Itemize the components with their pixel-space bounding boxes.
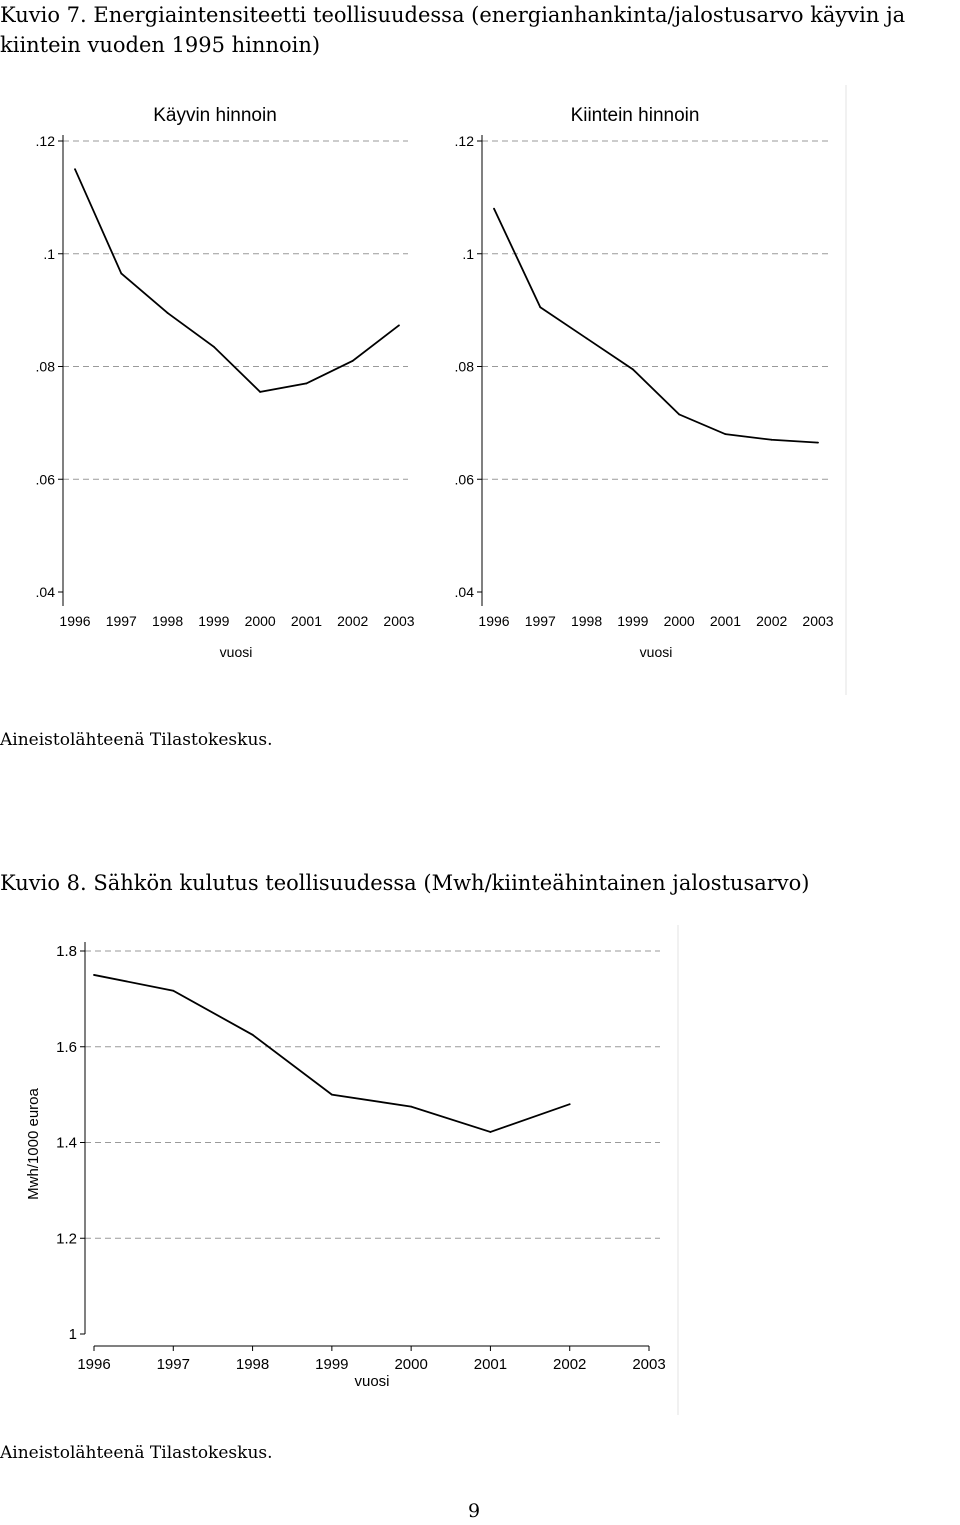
x-tick-label: 1996 <box>59 613 91 629</box>
y-tick-label: .04 <box>454 584 474 600</box>
data-point <box>678 414 680 416</box>
data-point <box>398 324 400 326</box>
y-tick-label: 1.8 <box>56 943 77 960</box>
chart-panel-kayvin <box>36 105 415 660</box>
x-tick-label: 1999 <box>198 613 230 629</box>
data-point <box>632 368 634 370</box>
x-tick-label: 1997 <box>105 613 137 629</box>
data-point <box>817 442 819 444</box>
y-tick-label: .08 <box>35 358 55 375</box>
y-tick-label: .06 <box>454 471 474 488</box>
data-point <box>586 337 588 339</box>
x-axis-label: vuosi <box>219 644 253 660</box>
y-tick-label: .12 <box>35 133 55 149</box>
y-tick-label: 1.6 <box>56 1038 77 1056</box>
x-tick-label: 2000 <box>394 1356 428 1373</box>
data-point <box>352 360 354 362</box>
chart-panel-kiintein <box>455 105 834 660</box>
page-number: 9 <box>468 1500 481 1522</box>
series-line <box>75 169 399 392</box>
figure7-chart <box>0 0 960 700</box>
data-point <box>331 1094 333 1096</box>
x-tick-label: 2000 <box>244 613 276 629</box>
x-tick-label: 2001 <box>709 613 742 629</box>
data-point <box>167 312 169 314</box>
x-tick-label: 1998 <box>235 1356 270 1373</box>
data-point <box>93 974 95 976</box>
data-point <box>172 990 174 992</box>
data-point <box>493 208 495 210</box>
figure8-caption: Kuvio 8. Sähkön kulutus teollisuudessa (Mwh/kiinteähintainen jalostusarvo) <box>0 871 810 895</box>
series-line <box>94 975 570 1132</box>
data-point <box>725 433 727 435</box>
y-tick-label: .1 <box>43 245 55 262</box>
x-tick-label: 2001 <box>290 613 323 629</box>
x-tick-label: 2002 <box>756 613 788 629</box>
chart-title: Kiintein hinnoin <box>570 105 700 126</box>
x-tick-label: 1997 <box>156 1356 190 1373</box>
x-tick-label: 1998 <box>151 613 184 629</box>
y-tick-label: 1.4 <box>56 1134 77 1152</box>
data-point <box>74 168 76 170</box>
y-axis-label: Mwh/1000 euroa <box>25 1088 42 1200</box>
data-point <box>410 1106 412 1108</box>
series-line <box>494 209 818 443</box>
x-tick-label: 1997 <box>524 613 556 629</box>
data-point <box>539 306 541 308</box>
data-point <box>120 273 122 275</box>
x-tick-label: 2003 <box>632 1356 666 1373</box>
x-tick-label: 1999 <box>617 613 649 629</box>
data-point <box>252 1034 254 1036</box>
x-axis-label: vuosi <box>639 644 673 660</box>
figure7-source: Aineistolähteenä Tilastokeskus. <box>0 730 273 750</box>
x-tick-label: 2002 <box>553 1356 587 1373</box>
x-tick-label: 1998 <box>570 613 603 629</box>
data-point <box>259 391 261 393</box>
y-tick-label: .12 <box>454 133 474 149</box>
y-tick-label: .08 <box>454 358 474 375</box>
x-tick-label: 1996 <box>77 1356 111 1373</box>
x-tick-label: 2002 <box>337 613 369 629</box>
data-point <box>771 439 773 441</box>
data-point <box>213 346 215 348</box>
x-tick-label: 1996 <box>478 613 510 629</box>
y-tick-label: .04 <box>35 584 55 600</box>
x-tick-label: 2003 <box>383 613 415 629</box>
x-tick-label: 1999 <box>315 1356 349 1373</box>
x-tick-label: 2003 <box>802 613 834 629</box>
data-point <box>490 1131 492 1133</box>
x-tick-label: 2001 <box>473 1356 508 1373</box>
y-tick-label: .06 <box>35 471 55 488</box>
data-point <box>569 1103 571 1105</box>
y-tick-label: 1.2 <box>56 1230 77 1248</box>
y-tick-label: .1 <box>462 245 474 262</box>
x-tick-label: 2000 <box>663 613 695 629</box>
chart-title: Käyvin hinnoin <box>153 105 277 126</box>
figure8-chart <box>0 920 700 1420</box>
y-tick-label: 1 <box>68 1326 77 1343</box>
chart-panel-sahko <box>25 942 666 1390</box>
figure7-caption: Kuvio 7. Energiaintensiteetti teollisuudessa (energianhankinta/jalostusarvo käyvin ja kiintein vuoden 1995 hinnoin) <box>0 3 906 57</box>
x-axis-label: vuosi <box>354 1373 390 1390</box>
figure8-source: Aineistolähteenä Tilastokeskus. <box>0 1443 273 1463</box>
data-point <box>306 383 308 385</box>
